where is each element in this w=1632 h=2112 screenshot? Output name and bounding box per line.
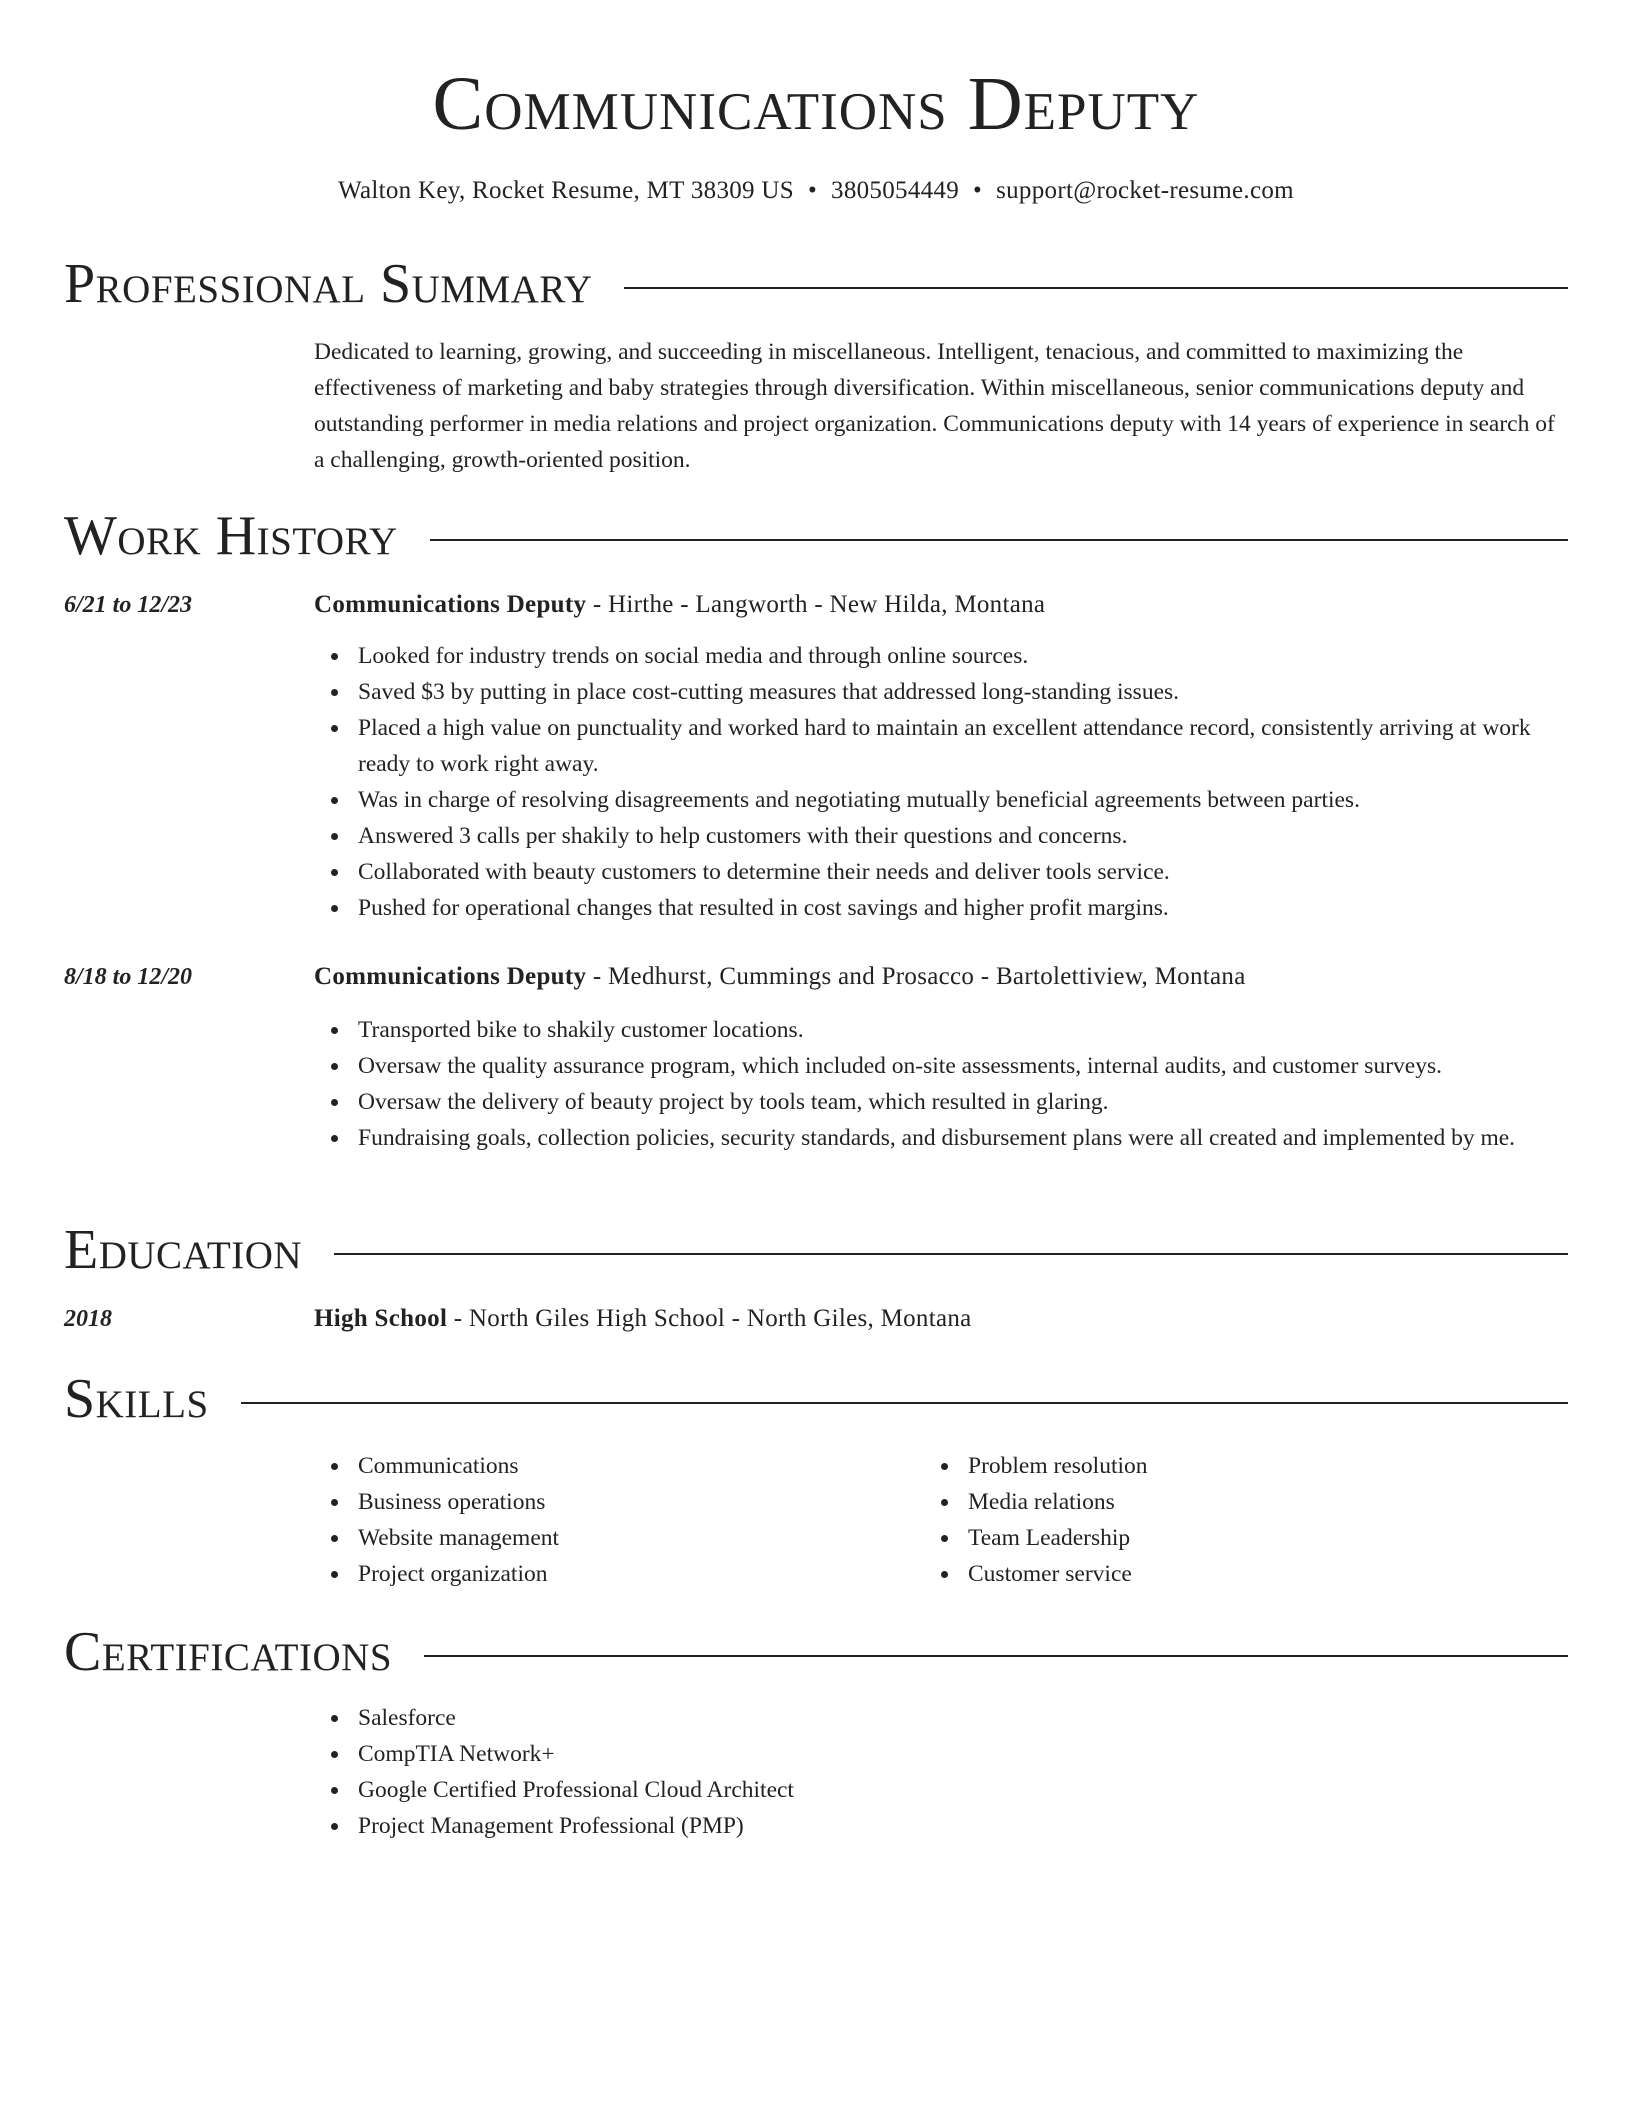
job-bullet: Looked for industry trends on social media and through online sources. bbox=[314, 638, 1568, 674]
job-bullet: Collaborated with beauty customers to determine their needs and deliver tools service. bbox=[314, 854, 1568, 890]
certification-item: Salesforce bbox=[314, 1700, 1568, 1736]
skills-list-left bbox=[314, 1448, 914, 1592]
section-divider bbox=[430, 539, 1568, 541]
contact-separator: • bbox=[973, 177, 983, 204]
education-section-header bbox=[64, 1218, 1568, 1282]
skill-item: Team Leadership bbox=[924, 1520, 1524, 1556]
summary-text: Dedicated to learning, growing, and succeeding in miscellaneous. Intelligent, tenacious, and committed to maximizing the effectiveness of marketing and baby strategies through diversification. Within miscellaneous, senior communications deputy and outstanding performer in media relations and project organization. Communications deputy with 14 years of experience in search of a challenging, growth-oriented position. bbox=[314, 339, 1555, 473]
contact-phone: 3805054449 bbox=[831, 177, 960, 204]
contact-address: Walton Key, Rocket Resume, MT 38309 US bbox=[338, 177, 794, 204]
job-bullet: Placed a high value on punctuality and worked hard to maintain an excellent attendance record, consistently arriving at work ready to work right away. bbox=[314, 710, 1568, 782]
job-employer: - Hirthe - Langworth - New Hilda, Montana bbox=[586, 591, 1046, 618]
certifications-heading: Certifications bbox=[64, 1621, 393, 1683]
skills-section-header bbox=[64, 1367, 1568, 1431]
section-divider bbox=[424, 1655, 1568, 1657]
contact-email: support@rocket-resume.com bbox=[996, 177, 1294, 204]
skills-list-right bbox=[924, 1448, 1524, 1592]
job-title: Communications Deputy bbox=[314, 963, 587, 990]
job-bullet: Oversaw the quality assurance program, which included on-site assessments, internal audits, and customer surveys. bbox=[314, 1048, 1568, 1084]
skill-item: Project organization bbox=[314, 1556, 914, 1592]
section-divider bbox=[624, 287, 1568, 289]
job-bullets bbox=[314, 1012, 1568, 1156]
skill-item: Customer service bbox=[924, 1556, 1524, 1592]
skill-item: Website management bbox=[314, 1520, 914, 1556]
certifications-section-header bbox=[64, 1620, 1568, 1684]
certification-item: Project Management Professional (PMP) bbox=[314, 1808, 1568, 1844]
education-school: - North Giles High School - North Giles, Montana bbox=[447, 1305, 972, 1332]
skill-item: Communications bbox=[314, 1448, 914, 1484]
education-entry bbox=[314, 1302, 1568, 1336]
skills-heading: Skills bbox=[64, 1368, 209, 1430]
work-heading: Work History bbox=[64, 505, 398, 567]
summary-heading: Professional Summary bbox=[64, 253, 593, 315]
job-bullet: Pushed for operational changes that resulted in cost savings and higher profit margins. bbox=[314, 890, 1568, 926]
work-section-header bbox=[64, 504, 1568, 568]
job-bullet: Oversaw the delivery of beauty project by tools team, which resulted in glaring. bbox=[314, 1084, 1568, 1120]
job-bullet: Saved $3 by putting in place cost-cutting measures that addressed long-standing issues. bbox=[314, 674, 1568, 710]
contact-line bbox=[64, 174, 1568, 208]
contact-separator: • bbox=[807, 177, 818, 204]
job-bullet: Transported bike to shakily customer locations. bbox=[314, 1012, 1568, 1048]
job-bullet: Fundraising goals, collection policies, security standards, and disbursement plans were all created and implemented by me. bbox=[314, 1120, 1568, 1156]
section-divider bbox=[241, 1402, 1568, 1404]
skill-item: Problem resolution bbox=[924, 1448, 1524, 1484]
resume-name: Communications Deputy bbox=[432, 62, 1200, 146]
summary-section-header bbox=[64, 252, 1568, 316]
job-dates: 6/21 to 12/23 bbox=[64, 592, 193, 618]
job-bullet: Answered 3 calls per shakily to help customers with their questions and concerns. bbox=[314, 818, 1568, 854]
education-heading: Education bbox=[64, 1219, 303, 1281]
job-bullets bbox=[314, 638, 1568, 926]
job-dates: 8/18 to 12/20 bbox=[64, 964, 193, 990]
job-employer: - Medhurst, Cummings and Prosacco - Bartolettiview, Montana bbox=[586, 963, 1246, 990]
job-heading bbox=[314, 960, 1568, 994]
skill-item: Business operations bbox=[314, 1484, 914, 1520]
education-year: 2018 bbox=[64, 1306, 112, 1332]
education-degree: High School bbox=[314, 1305, 448, 1332]
job-heading bbox=[314, 588, 1568, 622]
section-divider bbox=[334, 1253, 1568, 1255]
skill-item: Media relations bbox=[924, 1484, 1524, 1520]
job-title: Communications Deputy bbox=[314, 591, 587, 618]
certifications-list bbox=[314, 1700, 1568, 1844]
certification-item: Google Certified Professional Cloud Architect bbox=[314, 1772, 1568, 1808]
job-bullet: Was in charge of resolving disagreements and negotiating mutually beneficial agreements between parties. bbox=[314, 782, 1568, 818]
certification-item: CompTIA Network+ bbox=[314, 1736, 1568, 1772]
